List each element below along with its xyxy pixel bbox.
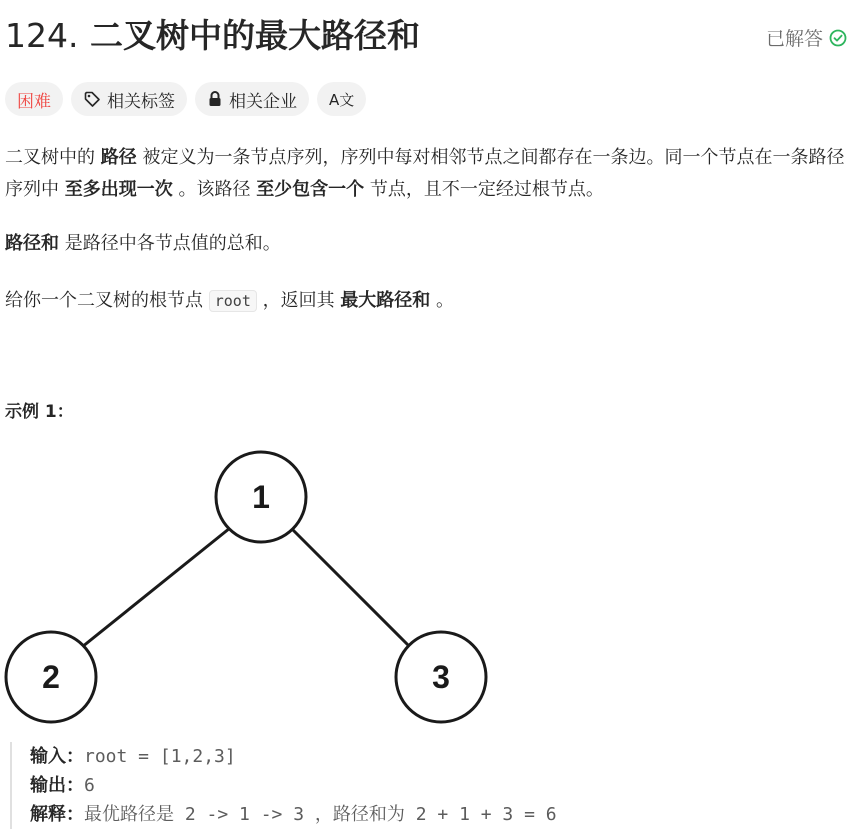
desc-text: 。该路径	[172, 179, 257, 200]
desc-bold: 至多出现一次	[64, 179, 173, 200]
desc-text: 是路径中各节点值的总和。	[59, 233, 281, 254]
tag-icon	[83, 90, 101, 108]
desc-bold: 最大路径和	[340, 290, 431, 311]
title-row	[5, 12, 847, 60]
inline-code: root	[209, 290, 257, 312]
explain-path: 2 -> 1 -> 3	[174, 804, 315, 825]
related-companies-label: 相关企业	[229, 91, 297, 112]
tree-edge-left	[82, 528, 230, 647]
example-output-line	[30, 771, 557, 800]
related-tags-label: 相关标签	[107, 91, 175, 112]
tree-node-root-label: 1	[252, 479, 270, 515]
desc-text: 二叉树中的	[5, 147, 101, 168]
desc-text: 节点，且不一定经过根节点。	[364, 179, 604, 200]
translate-icon: A文	[329, 90, 355, 109]
tree-edge-right	[291, 528, 410, 647]
description-paragraph-2	[5, 228, 853, 260]
problem-title: 二叉树中的最大路径和	[89, 16, 420, 55]
description-paragraph-3	[5, 285, 853, 317]
tree-node-left-label: 2	[42, 659, 60, 695]
related-tags-button[interactable]	[71, 82, 187, 116]
explain-sum: 2 + 1 + 3 = 6	[404, 804, 557, 825]
related-companies-button[interactable]	[195, 82, 309, 116]
desc-bold: 路径	[100, 147, 137, 168]
solved-label: 已解答	[765, 28, 823, 50]
solved-status[interactable]	[766, 24, 847, 51]
output-label: 输出：	[30, 775, 84, 796]
explain-text: 最优路径是	[84, 804, 174, 825]
input-value: root = [1,2,3]	[84, 746, 236, 767]
desc-text: 被定义为一条节点序列，序列中每对相邻节点之间都存在一条边。同一个节点在一条路径序列中	[5, 147, 845, 200]
desc-text: ，返回其	[256, 290, 341, 311]
check-circle-icon	[829, 29, 847, 47]
desc-text: 给你一个二叉树的根节点	[5, 290, 209, 311]
explain-label: 解释：	[30, 804, 84, 825]
output-value: 6	[84, 775, 95, 796]
tag-bar	[5, 82, 366, 116]
explain-mid: ，路径和为	[314, 804, 405, 825]
page-title	[5, 12, 847, 60]
translate-button[interactable]	[317, 82, 366, 116]
example-block	[10, 742, 557, 829]
description-paragraph-1	[5, 142, 853, 206]
example-input-line	[30, 742, 557, 771]
input-label: 输入：	[30, 746, 84, 767]
desc-text: 。	[430, 290, 455, 311]
tree-node-right-label: 3	[432, 659, 450, 695]
lock-icon	[207, 90, 223, 108]
difficulty-badge[interactable]	[5, 82, 63, 116]
example-explain-line	[30, 800, 557, 829]
example-title: 示例 1：	[5, 402, 74, 422]
desc-bold: 路径和	[5, 233, 59, 254]
desc-bold: 至少包含一个	[256, 179, 365, 200]
difficulty-label: 困难	[17, 91, 51, 112]
tree-diagram	[0, 440, 500, 730]
problem-number: 124.	[5, 16, 79, 55]
